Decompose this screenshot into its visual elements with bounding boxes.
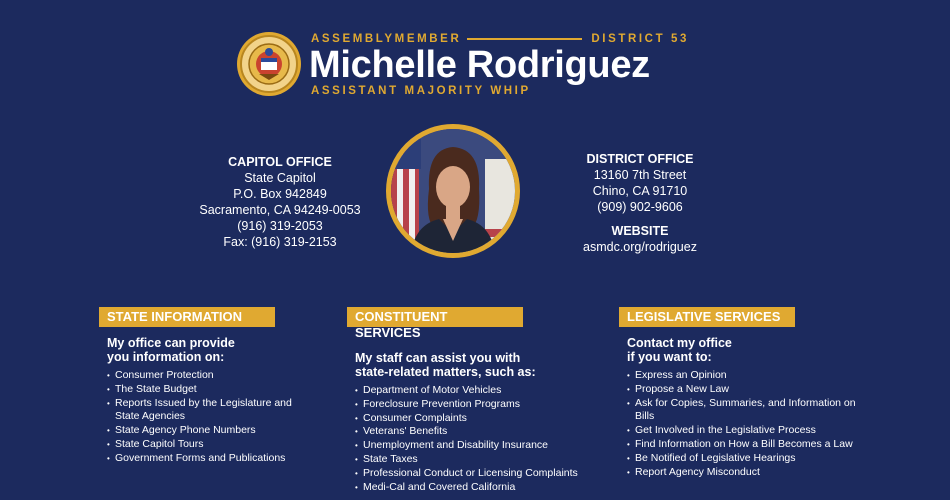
- list-item: • Find Information on How a Bill Becomes a Law: [627, 438, 869, 452]
- list-item: • Be Notified of Legislative Hearings: [627, 452, 869, 466]
- list-item: • Professional Conduct or Licensing Complaints: [355, 467, 587, 481]
- list-item: • State Taxes: [355, 453, 587, 467]
- district-office-heading: DISTRICT OFFICE: [586, 152, 694, 166]
- list-item: • Medi-Cal and Covered California: [355, 481, 587, 495]
- header-divider: [467, 38, 582, 40]
- portrait-icon: [386, 124, 520, 258]
- capitol-office: [190, 154, 370, 250]
- section-intro-line: state-related matters, such as:: [355, 365, 536, 379]
- member-name: Michelle Rodriguez: [309, 44, 650, 86]
- capitol-office-line: Sacramento, CA 94249-0053: [199, 203, 361, 217]
- list-item: • Consumer Protection: [107, 369, 319, 383]
- section-intro-line: My office can provide: [107, 336, 235, 350]
- section-list: [619, 369, 869, 479]
- district-office: [560, 151, 720, 255]
- list-item: • Foreclosure Prevention Programs: [355, 398, 587, 412]
- legislative-services-section: [619, 307, 869, 479]
- section-tag: CONSTITUENT SERVICES: [347, 307, 523, 327]
- section-intro: [627, 336, 869, 364]
- section-intro-line: you information on:: [107, 350, 225, 364]
- constituent-services-section: [347, 307, 587, 494]
- list-item: • Ask for Copies, Summaries, and Information on Bills: [627, 397, 869, 425]
- capitol-office-line: (916) 319-2053: [237, 219, 323, 233]
- header: [237, 32, 697, 102]
- assemblymember-label: ASSEMBLYMEMBER: [311, 33, 462, 45]
- website-link[interactable]: asmdc.org/rodriguez: [583, 240, 697, 254]
- list-item: • Propose a New Law: [627, 383, 869, 397]
- capitol-office-line: State Capitol: [244, 171, 316, 185]
- list-item: • Consumer Complaints: [355, 412, 587, 426]
- section-intro: [107, 336, 319, 364]
- capitol-office-line: Fax: (916) 319-2153: [223, 235, 337, 249]
- district-office-line: (909) 902-9606: [597, 200, 683, 214]
- district-office-line: 13160 7th Street: [593, 168, 687, 182]
- website-heading: WEBSITE: [611, 224, 669, 238]
- list-item: • Reports Issued by the Legislature and State Agencies: [107, 397, 319, 425]
- capitol-office-line: P.O. Box 942849: [233, 187, 327, 201]
- district-office-line: Chino, CA 91710: [592, 184, 688, 198]
- list-item: • Government Forms and Publications: [107, 452, 319, 466]
- state-information-section: [99, 307, 319, 466]
- section-list: [347, 384, 587, 494]
- list-item: • Department of Motor Vehicles: [355, 384, 587, 398]
- member-subtitle: ASSISTANT MAJORITY WHIP: [311, 85, 531, 97]
- list-item: • Report Agency Misconduct: [627, 466, 869, 480]
- section-list: [99, 369, 319, 466]
- capitol-office-heading: CAPITOL OFFICE: [228, 155, 332, 169]
- list-item: • The State Budget: [107, 383, 319, 397]
- list-item: • State Capitol Tours: [107, 438, 319, 452]
- section-intro-line: My staff can assist you with: [355, 351, 521, 365]
- section-tag: LEGISLATIVE SERVICES: [619, 307, 795, 327]
- district-label: DISTRICT 53: [591, 33, 689, 45]
- list-item: • State Agency Phone Numbers: [107, 424, 319, 438]
- list-item: • Unemployment and Disability Insurance: [355, 439, 587, 453]
- section-tag: STATE INFORMATION: [99, 307, 275, 327]
- list-item: • Veterans' Benefits: [355, 425, 587, 439]
- section-intro-line: if you want to:: [627, 350, 712, 364]
- section-intro-line: Contact my office: [627, 336, 732, 350]
- section-intro: [355, 351, 587, 379]
- list-item: • Express an Opinion: [627, 369, 869, 383]
- assembly-seal-icon: [237, 32, 301, 96]
- list-item: • Get Involved in the Legislative Process: [627, 424, 869, 438]
